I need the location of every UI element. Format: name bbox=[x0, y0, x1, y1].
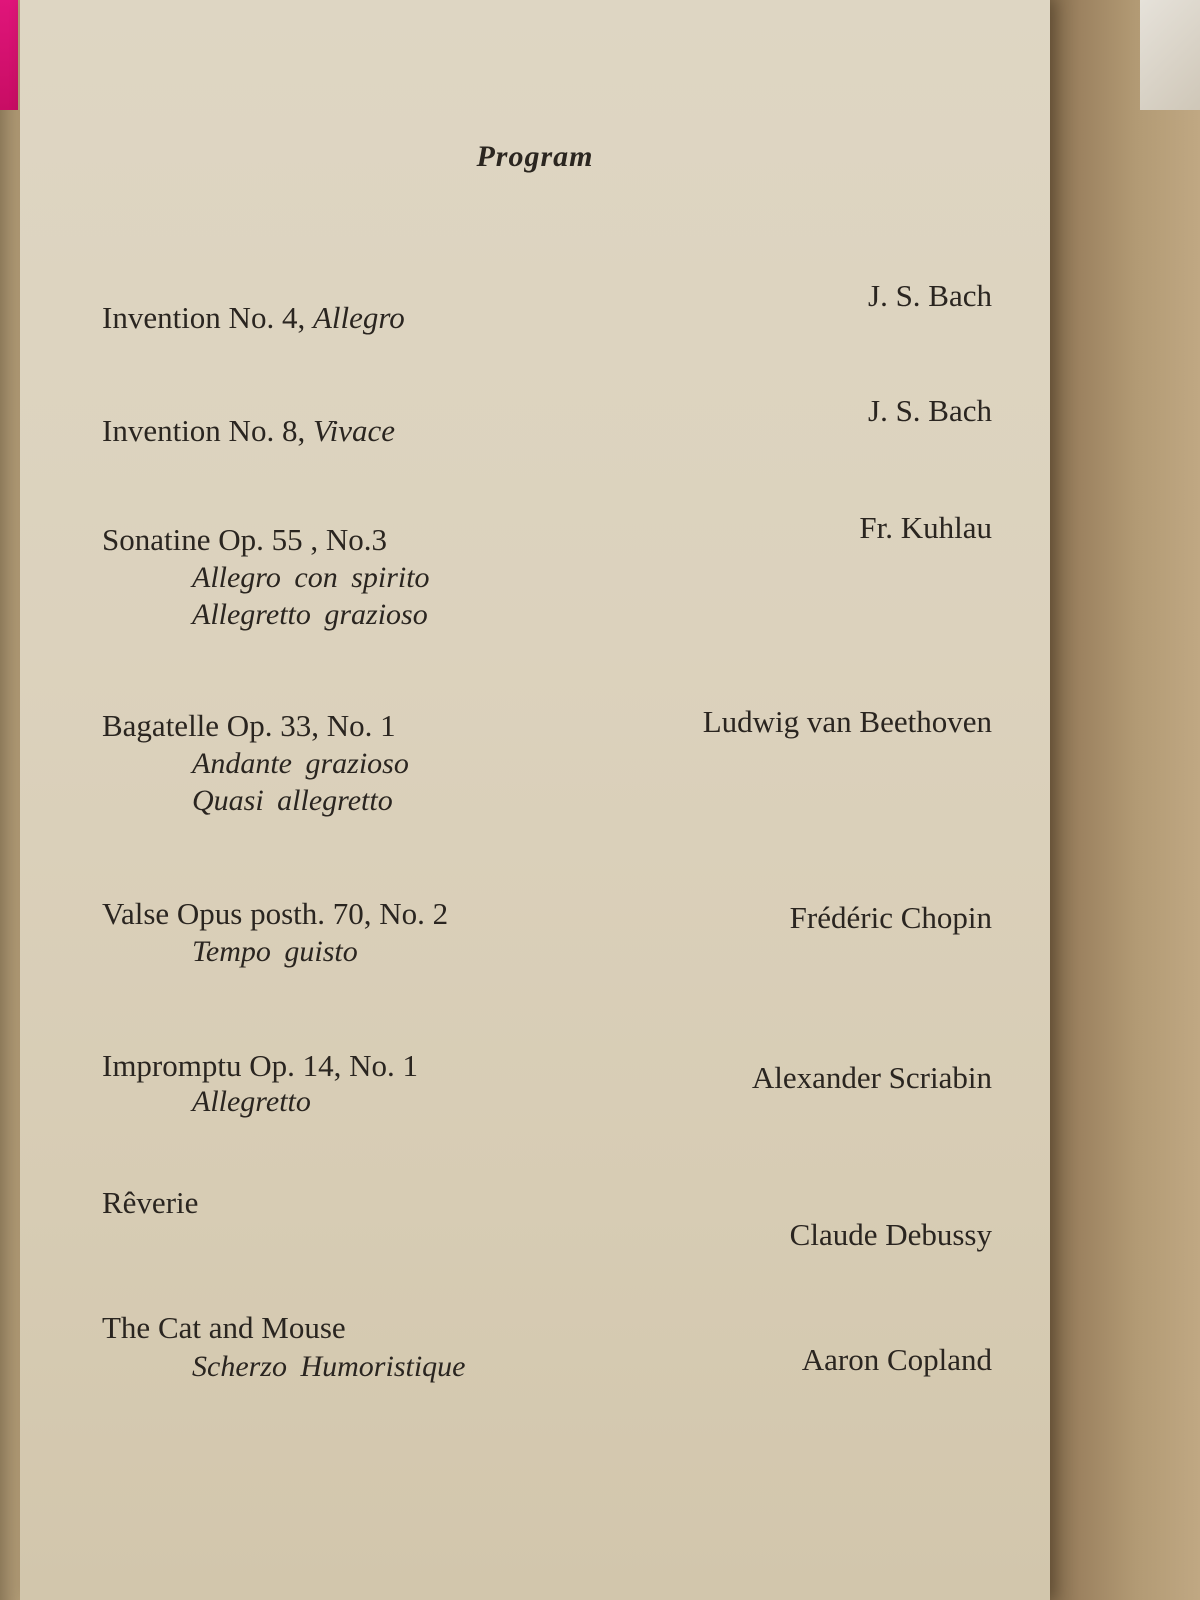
page-title: Program bbox=[476, 140, 594, 173]
composer-name: J. S. Bach bbox=[868, 278, 992, 313]
movement-list bbox=[192, 1083, 311, 1120]
program-item bbox=[102, 270, 992, 390]
movement-list bbox=[192, 559, 430, 633]
piece-title: Valse Opus posth. 70, No. 2 bbox=[102, 896, 449, 931]
piece-tempo: Allegro bbox=[312, 300, 405, 335]
program-item bbox=[102, 1292, 992, 1412]
movement: Tempo guisto bbox=[192, 935, 358, 968]
program-item bbox=[102, 502, 992, 631]
piece-title-text: Invention No. 4, bbox=[102, 300, 313, 335]
composer-name: Frédéric Chopin bbox=[789, 900, 992, 935]
program-item bbox=[102, 690, 992, 817]
movement: Allegretto bbox=[192, 1085, 311, 1118]
composer-name: Aaron Copland bbox=[801, 1342, 992, 1377]
composer-name: Claude Debussy bbox=[789, 1217, 992, 1252]
piece-title-text: Invention No. 8, bbox=[102, 413, 313, 448]
composer-name: Ludwig van Beethoven bbox=[702, 704, 992, 739]
program-sheet bbox=[20, 0, 1050, 1600]
composer-name: Fr. Kuhlau bbox=[859, 510, 992, 545]
composer-name: J. S. Bach bbox=[868, 393, 992, 428]
program-item bbox=[102, 878, 992, 998]
page-right-shadow bbox=[1040, 0, 1200, 1600]
piece-title: The Cat and Mouse bbox=[102, 1310, 346, 1345]
pink-bookmark-tab bbox=[0, 0, 18, 110]
movement-list bbox=[192, 1348, 465, 1385]
page-left-edge bbox=[0, 110, 20, 1600]
program-item bbox=[102, 385, 992, 505]
movement: Scherzo Humoristique bbox=[192, 1350, 466, 1383]
program-item bbox=[102, 1030, 992, 1150]
movement: Allegretto grazioso bbox=[192, 598, 428, 631]
piece-title: Sonatine Op. 55 , No.3 bbox=[102, 522, 388, 557]
program-item bbox=[102, 1175, 992, 1295]
piece-tempo: Vivace bbox=[312, 413, 395, 448]
piece-title bbox=[102, 413, 395, 449]
composer-name: Alexander Scriabin bbox=[751, 1060, 992, 1095]
movement: Allegro con spirito bbox=[192, 561, 430, 594]
movement: Andante grazioso bbox=[192, 747, 409, 780]
movement: Quasi allegretto bbox=[192, 784, 393, 817]
piece-title bbox=[102, 300, 405, 336]
movement-list bbox=[192, 933, 358, 970]
background-paper-corner bbox=[1140, 0, 1200, 110]
piece-title: Impromptu Op. 14, No. 1 bbox=[102, 1048, 419, 1083]
program-list bbox=[102, 270, 992, 1450]
piece-title: Rêverie bbox=[102, 1185, 199, 1220]
piece-title: Bagatelle Op. 33, No. 1 bbox=[102, 708, 396, 743]
movement-list bbox=[192, 745, 409, 819]
